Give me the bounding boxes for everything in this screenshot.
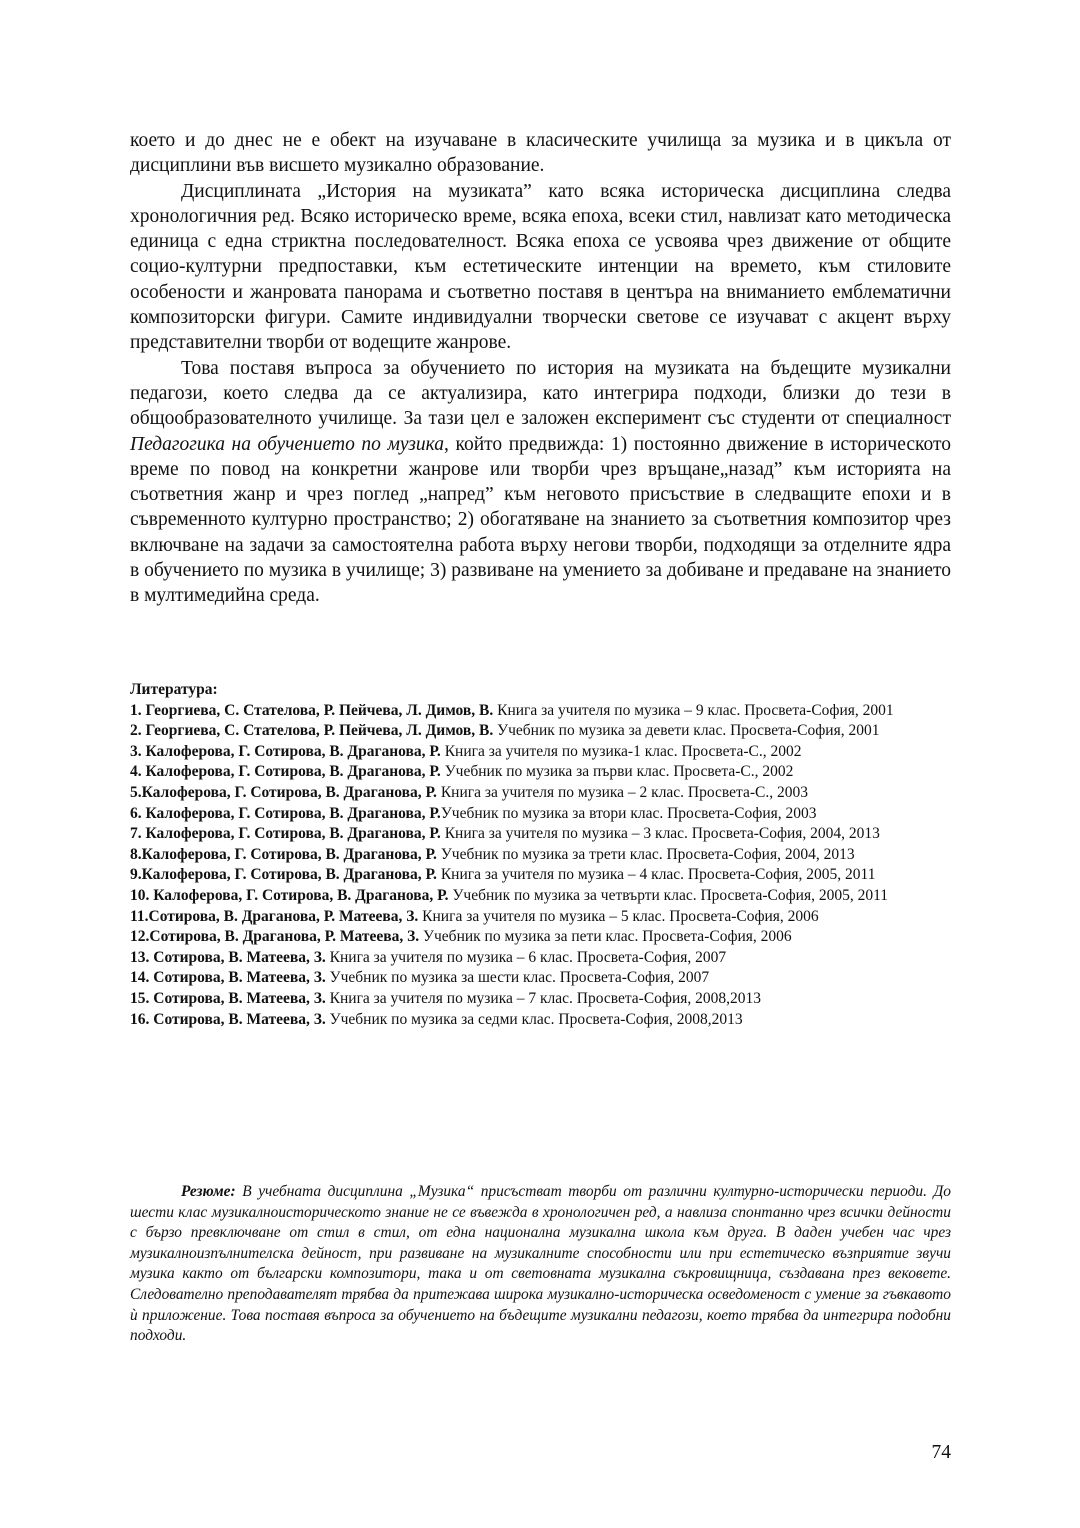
reference-text: Книга за учителя по музика – 3 клас. Просвета-София, 2004, 2013 bbox=[440, 825, 880, 843]
paragraph bbox=[130, 356, 951, 609]
reference-text: Книга за учителя по музика-1 клас. Просвета-С., 2002 bbox=[440, 742, 802, 760]
reference-item bbox=[130, 968, 951, 989]
reference-authors: 6. Калоферова, Г. Сотирова, В. Драганова, Р. bbox=[130, 804, 441, 822]
reference-authors: 7. Калоферова, Г. Сотирова, В. Драганова, Р. bbox=[130, 825, 441, 843]
reference-authors: 16. Сотирова, В. Матеева, З. bbox=[130, 1010, 326, 1028]
reference-text: Учебник по музика за четвърти клас. Просвета-София, 2005, 2011 bbox=[448, 886, 889, 904]
reference-text: Книга за учителя по музика – 2 клас. Просвета-С., 2003 bbox=[436, 783, 808, 801]
reference-authors: 9.Калоферова, Г. Сотирова, В. Драганова, Р. bbox=[130, 866, 437, 884]
reference-authors: 2. Георгиева, С. Стателова, Р. Пейчева, Л. Димов, В. bbox=[130, 722, 494, 740]
summary-text: В учебната дисциплина „Музика“ присъстват творби от различни културно-исторически периоди. До шести клас музикалноисторическото знание не се въвежда в хронологичен ред, а навлиза спонтанно чрез всички дейности с бързо превключване от стил в стил, от една национална музикална школа към друга. В даден учебен час чрез музикалноизпълнителска дейност, при развиване на музикалните способности или при естетическо възприятие звучи музика както от български композитори, така и от световната музикална съкровищница, създавана през вековете. Следователно преподавателят трябва да притежава широка музикално-историческа осведоменост с умение за гъвкавото ѝ приложение. Това поставя въпроса за обучението на бъдещите музикални педагози, което трябва да интегрира подобни подходи. bbox=[130, 1183, 951, 1345]
reference-text: Книга за учителя по музика – 5 клас. Просвета-София, 2006 bbox=[418, 907, 819, 925]
reference-authors: 4. Калоферова, Г. Сотирова, В. Драганова, Р. bbox=[130, 763, 441, 781]
reference-authors: 13. Сотирова, В. Матеева, З. bbox=[130, 948, 326, 966]
paragraph-text: , който предвижда: 1) постоянно движение в историческото време по повод на конкретни жанрове или творби чрез връщане„назад” към историята на съответния жанр и чрез поглед „напред” към неговото присъствие в следващите епохи и в съвременното културно пространство; 2) обогатяване на знанието за съответния композитор чрез включване на задачи за самостоятелна работа върху негови творби, подходящи за отделните ядра в обучението по музика в училище; 3) развиване на умението за добиване и предаване на знанието в мултимедийна среда. bbox=[130, 433, 951, 607]
reference-authors: 14. Сотирова, В. Матеева, З. bbox=[130, 969, 326, 987]
reference-authors: 5.Калоферова, Г. Сотирова, В. Драганова, Р. bbox=[130, 783, 437, 801]
reference-text: Учебник по музика за втори клас. Просвета-София, 2003 bbox=[440, 804, 817, 822]
reference-authors: 12.Сотирова, В. Драганова, Р. Матеева, З. bbox=[130, 928, 420, 946]
summary-label: Резюме: bbox=[181, 1183, 236, 1200]
reference-text: Учебник по музика за трети клас. Просвета-София, 2004, 2013 bbox=[436, 845, 855, 863]
reference-authors: 11.Сотирова, В. Драганова, Р. Матеева, З. bbox=[130, 907, 419, 925]
reference-text: Учебник по музика за шести клас. Просвета-София, 2007 bbox=[325, 969, 710, 987]
paragraph-emphasis: Педагогика на обучението по музика bbox=[130, 433, 445, 455]
reference-item bbox=[130, 721, 951, 742]
reference-text: Учебник по музика за първи клас. Просвета-С., 2002 bbox=[440, 763, 794, 781]
paragraph bbox=[130, 179, 951, 356]
paragraph-text: Дисциплината „История на музиката” като всяка историческа дисциплина следва хронологичния ред. Всяко историческо време, всяка епоха, всеки стил, навлизат като методическа единица с една стриктна последователност. Всяка епоха се усвоява чрез движение от общите социо-културни предпоставки, към естетическите интенции на времето, към стиловите особености и жанровата панорама и съответно поставя в центъра на вниманието емблематични композиторски фигури. Самите индивидуални творчески светове се изучават с акцент върху представителни творби от водещите жанрове. bbox=[130, 180, 951, 354]
reference-text: Учебник по музика за девети клас. Просвета-София, 2001 bbox=[493, 722, 880, 740]
reference-item bbox=[130, 742, 951, 763]
reference-item bbox=[130, 907, 951, 928]
body-text bbox=[130, 128, 951, 609]
paragraph-text: което и до днес не е обект на изучаване в класическите училища за музика и в цикъла от дисциплини във висшето музикално образование. bbox=[130, 130, 951, 177]
reference-item bbox=[130, 865, 951, 886]
reference-text: Книга за учителя по музика – 9 клас. Просвета-София, 2001 bbox=[493, 701, 894, 719]
reference-text: Учебник по музика за седми клас. Просвета-София, 2008,2013 bbox=[325, 1010, 743, 1028]
reference-authors: 10. Калоферова, Г. Сотирова, В. Драганова, Р. bbox=[130, 886, 449, 904]
reference-authors: 8.Калоферова, Г. Сотирова, В. Драганова, Р. bbox=[130, 845, 437, 863]
page-number: 74 bbox=[931, 1442, 951, 1463]
reference-item bbox=[130, 701, 951, 722]
reference-item bbox=[130, 845, 951, 866]
reference-item bbox=[130, 886, 951, 907]
reference-item bbox=[130, 824, 951, 845]
references-section bbox=[130, 680, 951, 1030]
reference-text: Книга за учителя по музика – 4 клас. Просвета-София, 2005, 2011 bbox=[436, 866, 876, 884]
paragraph bbox=[130, 128, 951, 179]
reference-text: Учебник по музика за пети клас. Просвета-София, 2006 bbox=[419, 928, 792, 946]
reference-text: Книга за учителя по музика – 6 клас. Просвета-София, 2007 bbox=[325, 948, 727, 966]
reference-item bbox=[130, 927, 951, 948]
reference-item bbox=[130, 783, 951, 804]
reference-item bbox=[130, 804, 951, 825]
reference-text: Книга за учителя по музика – 7 клас. Просвета-София, 2008,2013 bbox=[325, 989, 762, 1007]
paragraph-text: Това поставя въпроса за обучението по история на музиката на бъдещите музикални педагози, което следва да се актуализира, като интегрира подходи, близки до тези в общообразователното училище. За тази цел е заложен експеримент със студенти от специалност bbox=[130, 357, 951, 430]
reference-item bbox=[130, 762, 951, 783]
reference-authors: 1. Георгиева, С. Стателова, Р. Пейчева, Л. Димов, В. bbox=[130, 701, 494, 719]
references-title: Литература: bbox=[130, 681, 218, 698]
reference-item bbox=[130, 1010, 951, 1031]
reference-item bbox=[130, 948, 951, 969]
reference-item bbox=[130, 989, 951, 1010]
reference-authors: 15. Сотирова, В. Матеева, З. bbox=[130, 989, 326, 1007]
summary-abstract bbox=[130, 1182, 951, 1347]
reference-authors: 3. Калоферова, Г. Сотирова, В. Драганова, Р. bbox=[130, 742, 441, 760]
